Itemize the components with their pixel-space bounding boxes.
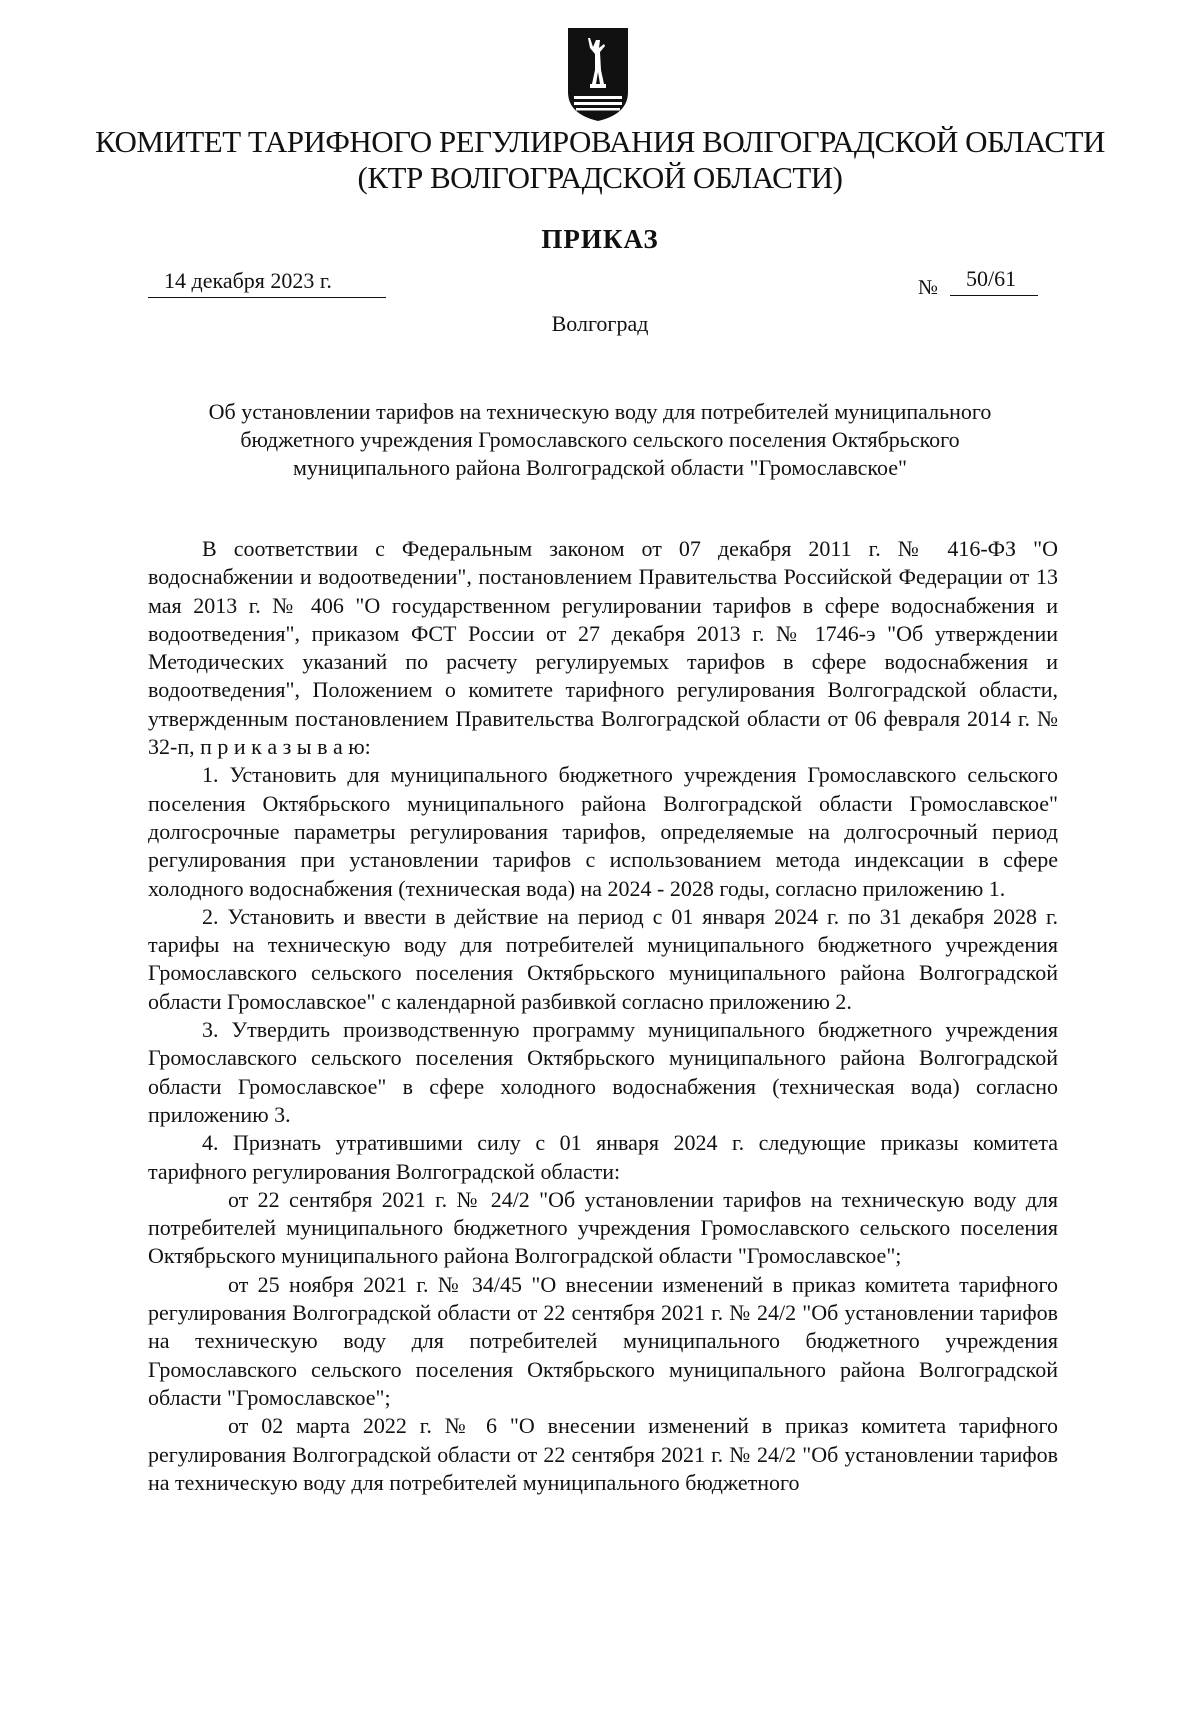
item-1-paragraph: 1. Установить для муниципального бюджетного учреждения Громославского сельского поселения Октябрьского муниципального района Волгоградской области Громославское" долгосрочные параметры регулирования тарифов, определяемые на долгосрочный период регулирования при установлении тарифов с использованием метода индексации в сфере холодного водоснабжения (техническая вода) на 2024 - 2028 годы, согласно приложению 1. <box>148 762 1058 901</box>
order-subject <box>150 398 1050 482</box>
org-short-name: (КТР ВОЛГОГРАДСКОЙ ОБЛАСТИ) <box>357 160 843 195</box>
item-3-paragraph: 3. Утвердить производственную программу муниципального бюджетного учреждения Громославского сельского поселения Октябрьского муниципального района Волгоградской области Громославское" в сфере холодного водоснабжения (техническая вода) согласно приложению 3. <box>148 1017 1058 1127</box>
org-name: КОМИТЕТ ТАРИФНОГО РЕГУЛИРОВАНИЯ ВОЛГОГРАДСКОЙ ОБЛАСТИ <box>95 124 1105 159</box>
volgograd-coat-of-arms-icon <box>566 26 630 123</box>
repealed-order-3: от 02 марта 2022 г. № 6 "О внесении изменений в приказ комитета тарифного регулирования Волгоградской области от 22 сентября 2021 г. № 24/2 "Об установлении тарифов на техническую воду для потребителей муниципального бюджетного <box>148 1413 1058 1495</box>
repealed-order-1: от 22 сентября 2021 г. № 24/2 "Об установлении тарифов на техническую воду для потребителей муниципального бюджетного учреждения Громославского сельского поселения Октябрьского муниципального района Волгоградской области "Громославское"; <box>148 1186 1058 1269</box>
subject-line: бюджетного учреждения Громославского сельского поселения Октябрьского <box>240 427 960 452</box>
order-number-sign: № <box>918 275 939 299</box>
order-city: Волгоград <box>551 311 649 336</box>
preamble-paragraph: В соответствии с Федеральным законом от 07 декабря 2011 г. № 416-ФЗ "О водоснабжении и водоотведении", постановлением Правительства Российской Федерации от 13 мая 2013 г. № 406 "О государственном регулировании тарифов в сфере водоснабжения и водоотведения", приказом ФСТ России от 27 декабря 2013 г. № 1746-э "Об утверждении Методических указаний по расчету регулируемых тарифов в сфере водоснабжения и водоотведения", Положением о комитете тарифного регулирования Волгоградской области, утвержденным постановлением Правительства Волгоградской области от 06 февраля 2014 г. № 32-п, п р и к а з ы в а ю: <box>148 536 1058 760</box>
subject-line: муниципального района Волгоградской области "Громославское" <box>292 455 908 480</box>
item-2-paragraph: 2. Установить и ввести в действие на период с 01 января 2024 г. по 31 декабря 2028 г. тарифы на техническую воду для потребителей муниципального бюджетного учреждения Громославского сельского поселения Октябрьского муниципального района Волгоградской области Громославское" с календарной разбивкой согласно приложению 2. <box>148 903 1058 1014</box>
document-type: ПРИКАЗ <box>541 224 659 254</box>
order-number: 50/61 <box>950 266 1038 296</box>
subject-line: Об установлении тарифов на техническую воду для потребителей муниципального <box>208 399 992 424</box>
order-body <box>148 535 1058 1497</box>
order-date: 14 декабря 2023 г. <box>148 268 386 298</box>
repealed-order-2: от 25 ноября 2021 г. № 34/45 "О внесении изменений в приказ комитета тарифного регулирования Волгоградской области от 22 сентября 2021 г. № 24/2 "Об установлении тарифов на техническую воду для потребителей муниципального бюджетного учреждения Громославского сельского поселения Октябрьского муниципального района Волгоградской области "Громославское"; <box>148 1271 1058 1410</box>
item-4-paragraph: 4. Признать утратившими силу с 01 января 2024 г. следующие приказы комитета тарифного регулирования Волгоградской области: <box>148 1130 1058 1184</box>
